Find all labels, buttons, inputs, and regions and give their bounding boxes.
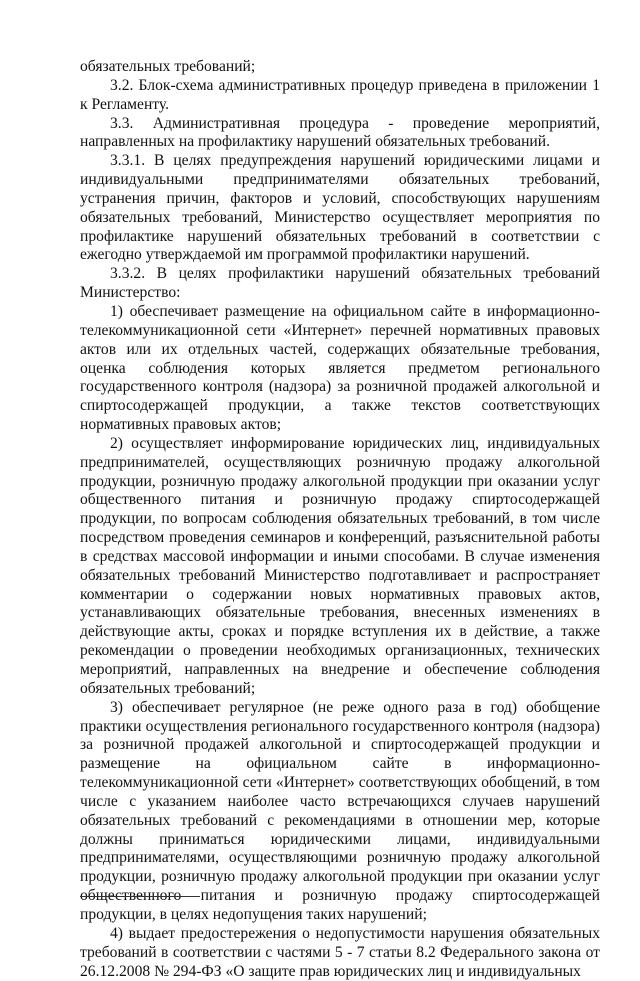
paragraph-3-2: 3.2. Блок-схема административных процедур приведена в приложении 1 к Регламенту.	[80, 76, 600, 113]
paragraph-3-3-2: 3.3.2. В целях профилактики нарушений обязательных требований Министерство:	[80, 265, 600, 302]
list-item-4: 4) выдает предостережения о недопустимости нарушения обязательных требований в соответствии с частями 5 - 7 статьи 8.2 Федерального закона от 26.12.2008 № 294-ФЗ «О защите прав юридических лиц и индивидуальных	[80, 924, 600, 980]
paragraph-3-3-1: 3.3.1. В целях предупреждения нарушений юридическими лицами и индивидуальными предпринимателями обязательных требований, устранения причин, факторов и условий, способствующих нарушениям обязательных требований, Министерство осуществляет мероприятия по профилактике нарушений обязательных требований в соответствии с ежегодно утверждаемой им программой профилактики нарушений.	[80, 152, 600, 264]
paragraph-continuation: обязательных требований;	[80, 58, 256, 75]
list-item-3: 3) обеспечивает регулярное (не реже одного раза в год) обобщение практики осуществления регионального государственного контроля (надзора) за розничной продажей алкогольной и спиртосодержащей продукции и размещение на официальном сайте в информационно-телекоммуникационной сети «Интернет» соответствующих обобщений, в том числе с указанием наиболее часто встречающихся случаев нарушений обязательных требований с рекомендациями в отношении мер, которые должны приниматься юридическими лицами, индивидуальными предпринимателями, осуществляющими розничную продажу алкогольной продукции, розничную продажу алкогольной продукции при оказании услуг общественного питания и розничную продажу спиртосодержащей продукции, в целях недопущения таких нарушений;	[80, 698, 600, 923]
paragraph-3-3: 3.3. Административная процедура - проведение мероприятий, направленных на профилактику нарушений обязательных требований.	[80, 114, 600, 151]
list-item-2: 2) осуществляет информирование юридических лиц, индивидуальных предпринимателей, осуществляющих розничную продажу алкогольной продукции, розничную продажу алкогольной продукции при оказании услуг общественного питания и розничную продажу спиртосодержащей продукции, по вопросам соблюдения обязательных требований, в том числе посредством проведения семинаров и конференций, разъяснительной работы в средствах массовой информации и иными способами. В случае изменения обязательных требований Министерство подготавливает и распространяет комментарии о содержании новых нормативных правовых актов, устанавливающих обязательные требования, внесенных изменениях в действующие акты, сроках и порядке вступления их в действие, а также рекомендации о проведении необходимых организационных, технических мероприятий, направленных на внедрение и обеспечение соблюдения обязательных требований;	[80, 434, 600, 697]
document-body	[80, 58, 600, 981]
list-item-1: 1) обеспечивает размещение на официальном сайте в информационно-телекоммуникационной сети «Интернет» перечней нормативных правовых актов или их отдельных частей, содержащих обязательные требования, оценка соблюдения которых является предметом регионального государственного контроля (надзора) за розничной продажей алкогольной и спиртосодержащей продукции, а также текстов соответствующих нормативных правовых актов;	[80, 302, 600, 434]
footnote-divider	[80, 896, 200, 897]
